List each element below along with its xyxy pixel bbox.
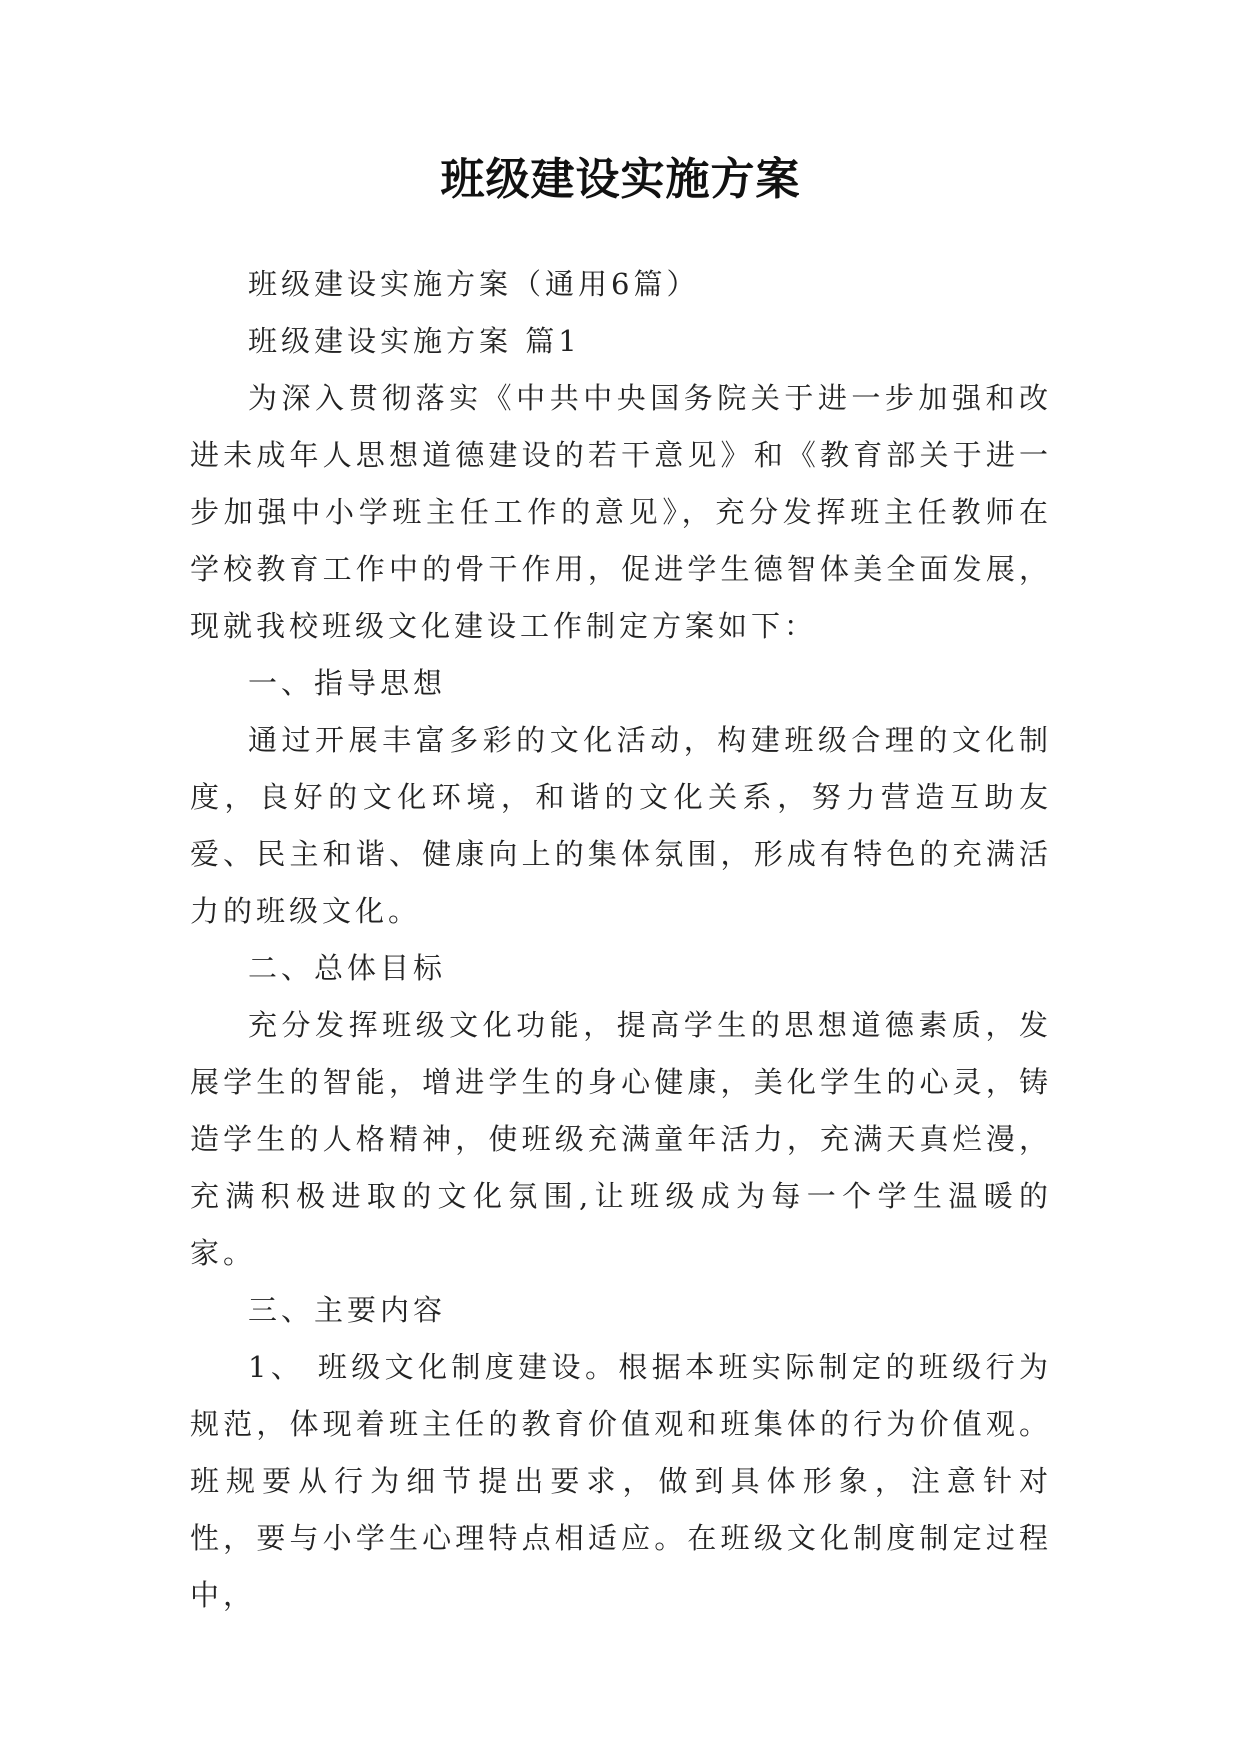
section-heading-part-1: 班级建设实施方案 篇1 [248, 324, 581, 358]
heading-main-content: 三、主要内容 [248, 1293, 447, 1327]
heading-overall-goal: 二、总体目标 [248, 951, 447, 985]
guiding-ideology-paragraph: 通过开展丰富多彩的文化活动，构建班级合理的文化制度，良好的文化环境，和谐的文化关系，努力营造互助友爱、民主和谐、健康向上的集体氛围，形成有特色的充满活力的班级文化。 [190, 723, 1052, 928]
main-content-paragraph: 1、 班级文化制度建设。根据本班实际制定的班级行为规范，体现着班主任的教育价值观和班集体的行为价值观。班规要从行为细节提出要求，做到具体形象，注意针对 性，要与小学生心理特点相适应。在班级文化制度制定过程中， [190, 1350, 1052, 1612]
overall-goal-paragraph: 充分发挥班级文化功能，提高学生的思想道德素质，发展学生的智能，增进学生的身心健康，美化学生的心灵，铸造学生的人格精神，使班级充满童年活力，充满天真烂漫，充满积极进取的文化氛围,让班级成为每一个学生温暖的家。 [190, 1008, 1052, 1270]
intro-paragraph: 为深入贯彻落实《中共中央国务院关于进一步加强和改进未成年人思想道德建设的若干意见》和《教育部关于进一步加强中小学班主任工作的意见》，充分发挥班主任教师在学校教育工作中的骨干作用，促进学生德智体美全面发展，现就我校班级文化建设工作制定方案如下： [190, 381, 1052, 643]
document-body [190, 256, 1052, 1624]
document-title: 班级建设实施方案 [440, 154, 801, 205]
heading-guiding-ideology: 一、指导思想 [248, 666, 447, 700]
subtitle-paragraph: 班级建设实施方案（通用6篇） [248, 267, 700, 301]
